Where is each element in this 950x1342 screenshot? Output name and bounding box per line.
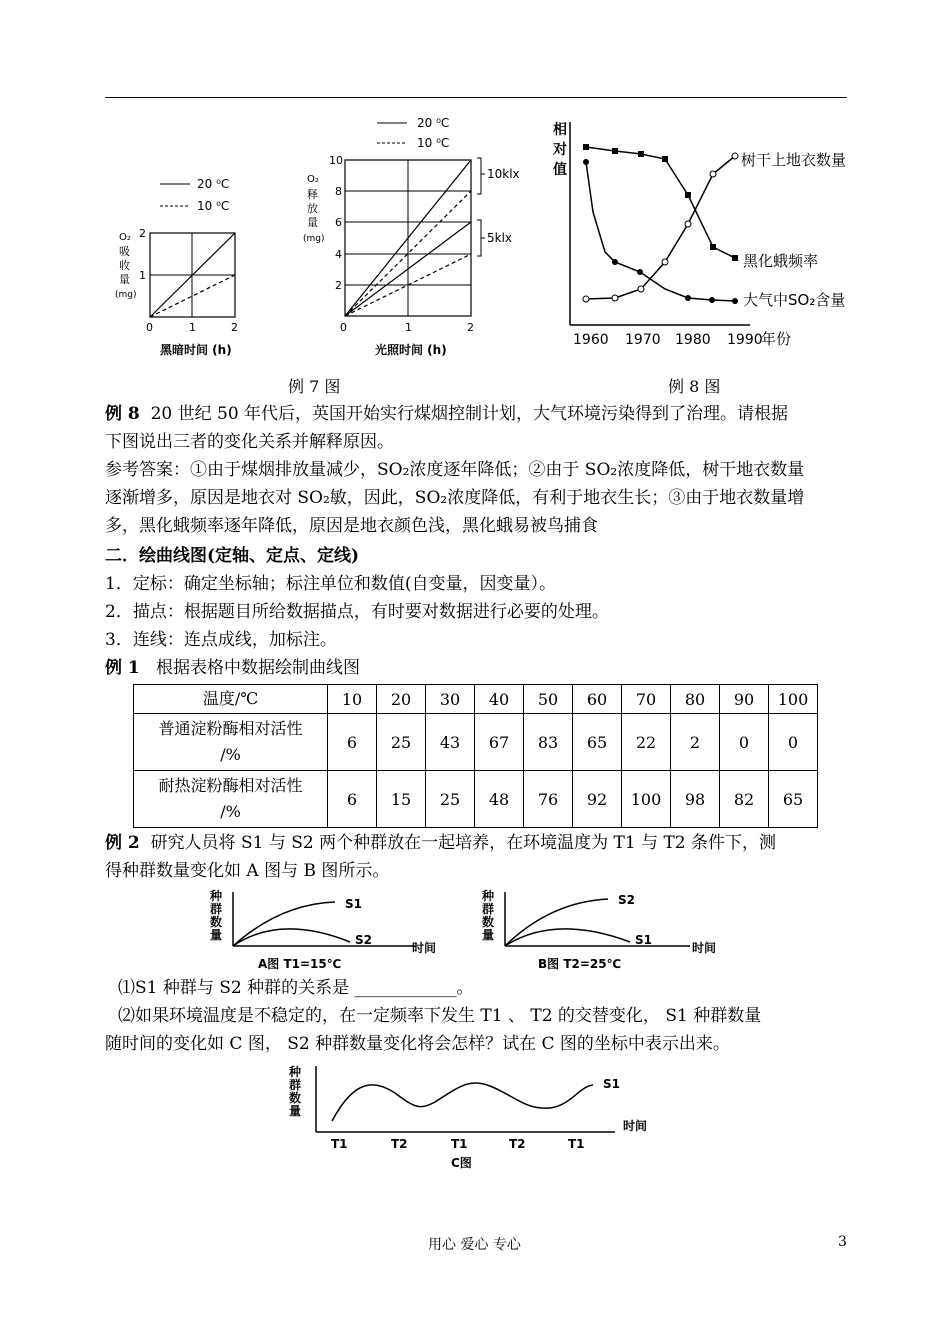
ex1-line: 例 1 根据表格中数据绘制曲线图 <box>105 658 360 678</box>
ex2-q1: ⑴S1 种群与 S2 种群的关系是 ____________。 <box>118 978 474 998</box>
legend-20c: 20 ⁰C <box>197 177 230 191</box>
svg-text:放: 放 <box>307 202 318 215</box>
fig7-caption: 例 7 图 <box>288 377 341 396</box>
svg-text:1: 1 <box>189 321 196 334</box>
svg-text:种: 种 <box>210 889 223 903</box>
svg-text:S1: S1 <box>345 897 362 911</box>
ex2-line1: 例 2 研究人员将 S1 与 S2 两个种群放在一起培养，在环境温度为 T1 与 T2 条件下，测 <box>105 833 777 853</box>
ex8-answer-2: 逐渐增多，原因是地衣对 SO₂敏，因此，SO₂浓度降低，有利于地衣生长；③由于地衣数量增 <box>105 488 805 508</box>
figB-s1-curve <box>505 929 630 946</box>
footer-center: 用心 爱心 专心 <box>428 1237 521 1253</box>
svg-text:时间: 时间 <box>412 941 437 955</box>
svg-text:光照时间 (h): 光照时间 (h) <box>375 343 447 357</box>
svg-text:吸: 吸 <box>119 245 130 258</box>
bracket-5klx <box>477 220 485 256</box>
label-so2: 大气中SO₂含量 <box>743 291 846 309</box>
enzyme-activity-table <box>133 684 818 828</box>
svg-text:群: 群 <box>289 1078 302 1092</box>
label-moth: 黑化蛾频率 <box>743 252 819 270</box>
svg-text:S2: S2 <box>618 893 635 907</box>
svg-text:数: 数 <box>482 915 495 929</box>
svg-text:释: 释 <box>307 188 318 201</box>
svg-text:数: 数 <box>289 1091 302 1105</box>
table-row: 普通淀粉酶相对活性 /% 6 25 43 67 83 65 22 2 0 0 <box>134 714 818 771</box>
svg-text:群: 群 <box>210 902 223 916</box>
svg-text:收: 收 <box>119 259 130 272</box>
svg-text:值: 值 <box>553 162 567 178</box>
figC-chart <box>285 1058 665 1173</box>
figA-s1-curve <box>233 902 335 946</box>
svg-text:1960: 1960 <box>573 332 609 348</box>
svg-text:量: 量 <box>119 273 130 286</box>
header-rule <box>105 97 847 98</box>
ex2-q2a: ⑵如果环境温度是不稳定的，在一定频率下发生 T1 、 T2 的交替变化， S1 种群数量 <box>118 1006 762 1026</box>
svg-text:1980: 1980 <box>675 332 711 348</box>
fig8-caption: 例 8 图 <box>668 377 721 396</box>
section2-step2: 2．描点：根据题目所给数据描点，有时要对数据进行必要的处理。 <box>105 602 609 622</box>
fig7-left-chart <box>105 165 255 360</box>
svg-text:S1: S1 <box>603 1077 620 1091</box>
ex2-line2: 得种群数量变化如 A 图与 B 图所示。 <box>105 861 390 881</box>
ex8-answer-3: 多，黑化蛾频率逐年降低，原因是地衣颜色浅，黑化蛾易被鸟捕食 <box>105 516 598 536</box>
svg-text:1970: 1970 <box>625 332 661 348</box>
svg-text:C图: C图 <box>451 1156 472 1170</box>
table-row: 耐热淀粉酶相对活性 /% 6 15 25 48 76 92 100 98 82 65 <box>134 771 818 828</box>
svg-text:10: 10 <box>329 154 343 167</box>
svg-text:S1: S1 <box>635 933 652 947</box>
fig8-chart <box>545 112 850 352</box>
svg-text:0: 0 <box>146 321 153 334</box>
bracket-10klx <box>477 158 485 194</box>
ex8-line2: 下图说出三者的变化关系并解释原因。 <box>105 432 394 452</box>
section2-title: 二．绘曲线图(定轴、定点、定线) <box>105 546 360 566</box>
svg-text:T2: T2 <box>391 1137 408 1151</box>
svg-text:1: 1 <box>139 269 146 282</box>
svg-text:1990: 1990 <box>727 332 763 348</box>
svg-text:2: 2 <box>231 321 238 334</box>
svg-text:T2: T2 <box>509 1137 526 1151</box>
svg-text:0: 0 <box>340 321 347 334</box>
svg-text:量: 量 <box>289 1104 302 1118</box>
section2-step3: 3．连线：连点成线，加标注。 <box>105 630 337 650</box>
svg-text:量: 量 <box>482 928 495 942</box>
series-melanic-moth <box>586 147 735 258</box>
svg-text:10 ⁰C: 10 ⁰C <box>417 136 450 150</box>
svg-text:A图 T1=15℃: A图 T1=15℃ <box>258 957 342 971</box>
figB-s2-curve <box>505 899 608 946</box>
ex8-label: 例 8 <box>105 404 140 424</box>
svg-text:对: 对 <box>553 142 567 158</box>
svg-text:T1: T1 <box>331 1137 348 1151</box>
svg-text:2: 2 <box>335 279 342 292</box>
svg-text:8: 8 <box>335 185 342 198</box>
svg-text:2: 2 <box>139 227 146 240</box>
svg-text:1: 1 <box>405 321 412 334</box>
ex2-q2b: 随时间的变化如 C 图， S2 种群数量变化将会怎样？试在 C 图的坐标中表示出来。 <box>105 1034 730 1054</box>
svg-text:群: 群 <box>482 902 495 916</box>
svg-text:4: 4 <box>335 248 342 261</box>
table-row: 温度/℃ 10 20 30 40 50 60 70 80 90 100 <box>134 685 818 714</box>
label-lichen: 树干上地衣数量 <box>741 151 847 169</box>
svg-text:(mg): (mg) <box>303 234 325 244</box>
figC-s1-curve <box>332 1083 593 1121</box>
series-so2 <box>586 162 735 301</box>
svg-text:2: 2 <box>467 321 474 334</box>
page-number: 3 <box>838 1234 847 1250</box>
svg-text:T1: T1 <box>451 1137 468 1151</box>
svg-text:5klx: 5klx <box>487 231 513 245</box>
figB-chart <box>480 884 740 974</box>
svg-text:时间: 时间 <box>692 941 717 955</box>
svg-text:T1: T1 <box>568 1137 585 1151</box>
svg-text:时间: 时间 <box>623 1119 648 1133</box>
svg-text:10klx: 10klx <box>487 167 520 181</box>
svg-text:6: 6 <box>335 216 342 229</box>
svg-text:种: 种 <box>482 889 495 903</box>
svg-text:O₂: O₂ <box>307 174 319 185</box>
svg-text:B图 T2=25℃: B图 T2=25℃ <box>538 957 622 971</box>
ylabel-o2: O₂ <box>119 232 131 243</box>
svg-text:量: 量 <box>210 928 223 942</box>
ex8-line1: 例 8 20 世纪 50 年代后，英国开始实行煤烟控制计划，大气环境污染得到了治理。请根据 <box>105 404 789 424</box>
xlabel-dark-time: 黑暗时间 (h) <box>160 343 232 357</box>
figA-chart <box>200 884 440 974</box>
fig7-right-chart <box>295 112 535 362</box>
svg-text:种: 种 <box>289 1065 302 1079</box>
ex8-answer-1: 参考答案：①由于煤烟排放量减少，SO₂浓度逐年降低；②由于 SO₂浓度降低，树干地衣数量 <box>105 460 805 480</box>
yunit: (mg) <box>115 290 137 300</box>
svg-text:20 ⁰C: 20 ⁰C <box>417 116 450 130</box>
svg-text:量: 量 <box>307 216 318 229</box>
svg-text:相: 相 <box>553 122 567 138</box>
svg-text:S2: S2 <box>355 933 372 947</box>
section2-step1: 1．定标：确定坐标轴；标注单位和数值(自变量，因变量）。 <box>105 574 556 594</box>
svg-text:数: 数 <box>210 915 223 929</box>
svg-text:年份: 年份 <box>761 330 792 348</box>
legend-10c: 10 ⁰C <box>197 199 230 213</box>
